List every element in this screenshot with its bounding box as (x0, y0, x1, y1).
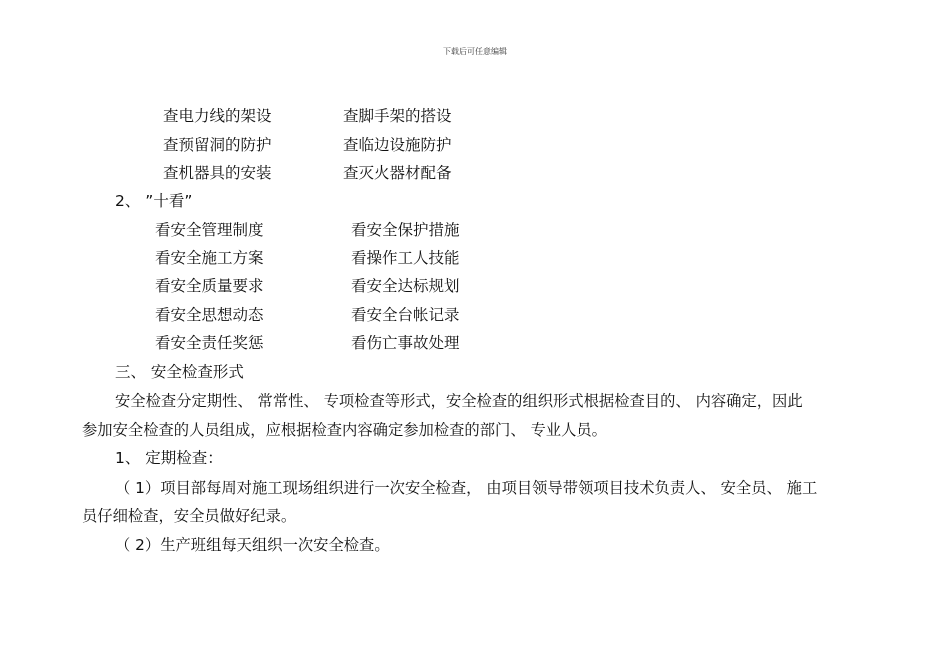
look-item: 看安全管理制度 (155, 221, 264, 239)
subsection-heading: 1、 定期检查： (115, 449, 223, 467)
look-item: 看安全台帐记录 (351, 306, 460, 324)
check-item: 查灭火器材配备 (343, 164, 452, 182)
section-heading: 2、 ”十看” (115, 192, 193, 210)
paragraph-line: 安全检查分定期性、 常常性、 专项检查等形式，安全检查的组织形式根据检查目的、 内容确定，因此 (115, 392, 803, 410)
look-item: 看安全责任奖惩 (155, 334, 264, 352)
page-header: 下载后可任意编辑 (443, 47, 507, 56)
check-item: 查机器具的安装 (163, 164, 272, 182)
paragraph-line: 员仔细检查，安全员做好纪录。 (82, 507, 297, 525)
look-item: 看安全质量要求 (155, 277, 264, 295)
look-item: 看伤亡事故处理 (351, 334, 460, 352)
check-item: 查电力线的架设 (163, 107, 272, 125)
look-item: 看安全思想动态 (155, 306, 264, 324)
look-item: 看安全施工方案 (155, 249, 264, 267)
paragraph-line: （ 1）项目部每周对施工现场组织进行一次安全检查， 由项目领导带领项目技术负责人、 安全员、 施工 (115, 479, 818, 497)
section-heading: 三、 安全检查形式 (115, 363, 244, 381)
check-item: 查脚手架的搭设 (343, 107, 452, 125)
check-item: 查临边设施防护 (343, 136, 452, 154)
look-item: 看操作工人技能 (351, 249, 460, 267)
paragraph-line: （ 2）生产班组每天组织一次安全检查。 (115, 536, 390, 554)
check-item: 查预留洞的防护 (163, 136, 272, 154)
look-item: 看安全保护措施 (351, 221, 460, 239)
paragraph-line: 参加安全检查的人员组成，应根据检查内容确定参加检查的部门、 专业人员。 (82, 421, 607, 439)
look-item: 看安全达标规划 (351, 277, 460, 295)
